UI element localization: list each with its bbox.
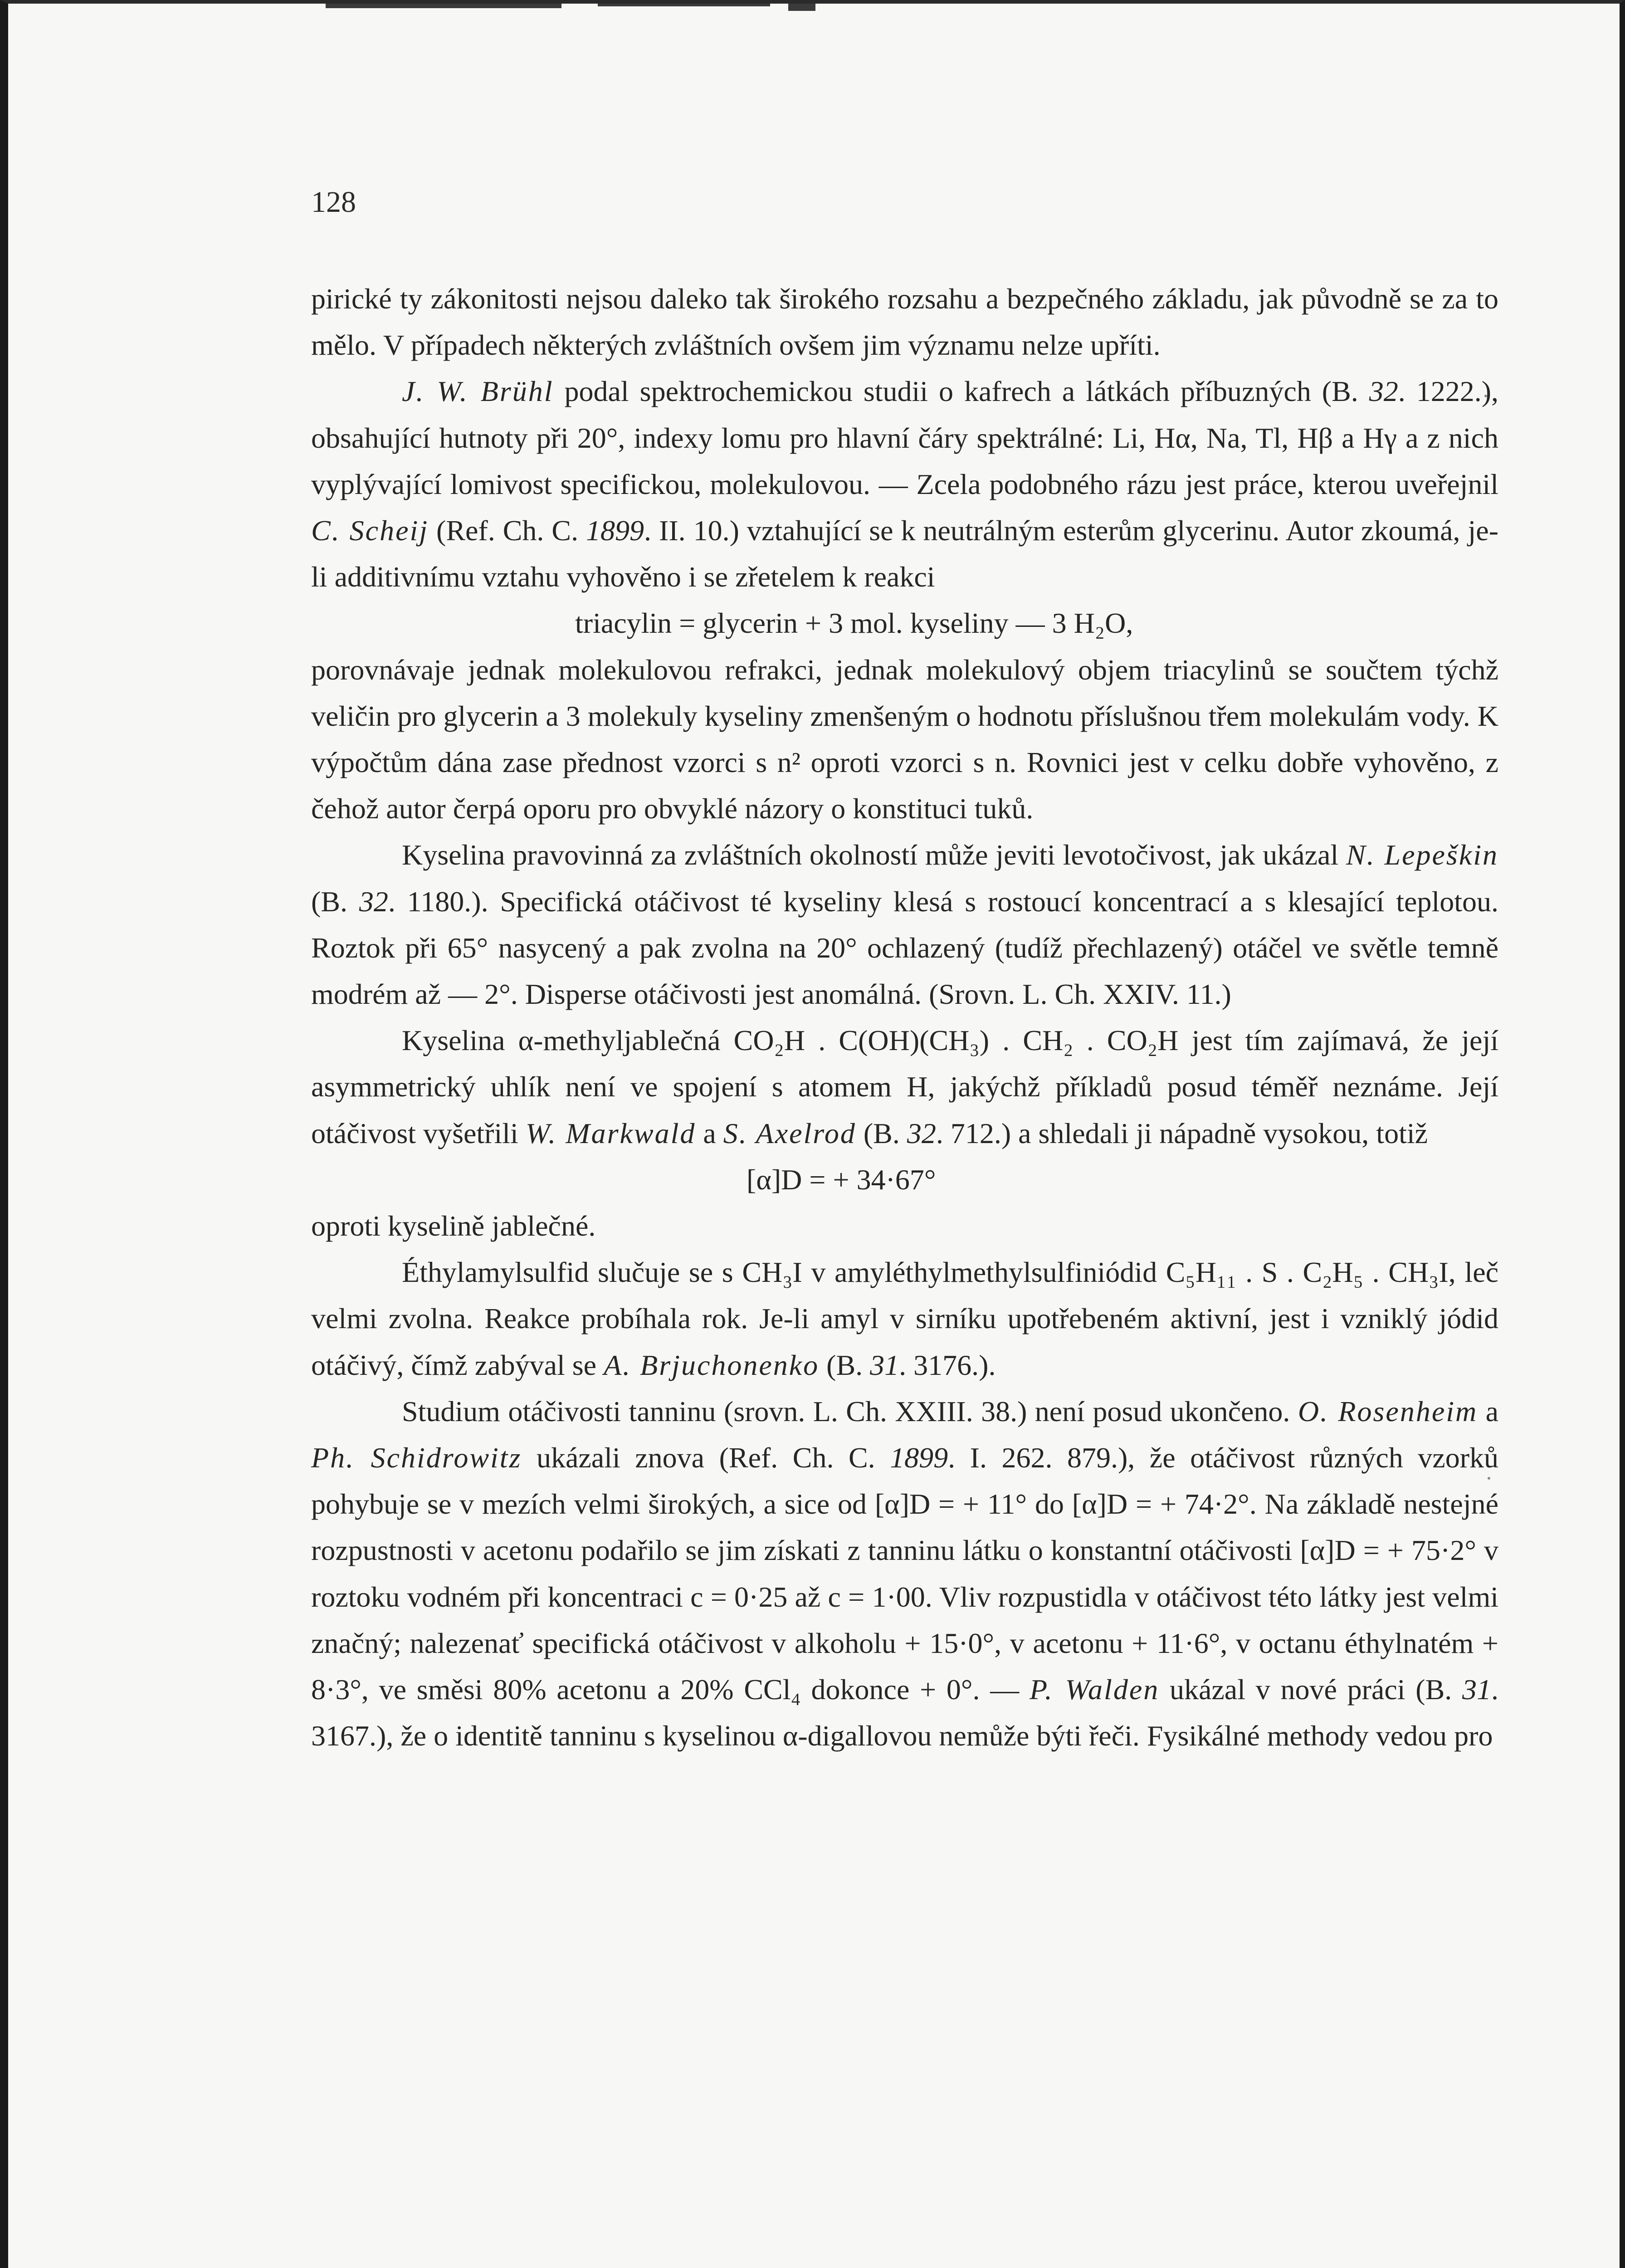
paragraph <box>311 368 1498 600</box>
text-run: porovnávaje jednak molekulovou refrakci, jednak molekulový objem triacylinů se součtem týchž veličin pro glycerin a 3 molekuly kyseliny zmenšeným o hodnotu příslušnou třem molekulám vody. K výpočtům dána zase přednost vzorci s n² oproti vzorci s n. Rovnici jest v celku dobře vyhověno, z čehož autor čerpá oporu pro obvyklé názory o konstituci tuků. <box>311 653 1498 825</box>
text-run: (B. <box>856 1117 907 1149</box>
page-number: 128 <box>311 186 356 219</box>
text-run: Kyselina α-methyljablečná CO₂H . C(OH)(CH₃) . CH₂ . CO₂H jest tím zajímavá, že její asymmetrický uhlík není ve spojení s atomem H, jakýchž příkladů posud téměř neznáme. Její otáčivost vyšetřili <box>311 1024 1498 1149</box>
paragraph <box>311 647 1498 832</box>
text-run: (B. <box>819 1349 870 1381</box>
text-run: a <box>1478 1395 1499 1427</box>
text-run: a <box>696 1117 723 1149</box>
volume-number: 1899 <box>890 1442 948 1474</box>
scan-edge-artifact <box>598 4 770 6</box>
paragraph <box>311 1203 1498 1249</box>
paragraph <box>311 832 1498 1017</box>
formula-line <box>311 1157 1498 1203</box>
text-run: (B. <box>311 885 359 918</box>
volume-number: 32 <box>1369 375 1398 408</box>
author-name: J. W. Brühl <box>402 375 554 408</box>
volume-number: 32 <box>907 1117 936 1149</box>
text-run: ukázali znova (Ref. Ch. C. <box>522 1442 890 1474</box>
author-name: P. Walden <box>1030 1673 1160 1706</box>
paragraph <box>311 1017 1498 1157</box>
text-run: . 1222.), obsahující hutnoty při 20°, indexy lomu pro hlavní čáry spektrálné: Li, Hα, Na, Tl, Hβ a Hγ a z nich vyplývající lomivost specifickou, molekulovou. — Zcela podobného rázu jest práce, kterou uveřejnil <box>311 375 1499 500</box>
text-run: triacylin = glycerin + 3 mol. kyseliny — 3 H₂O, <box>575 607 1133 640</box>
formula-line <box>311 600 1498 646</box>
text-run: . 712.) a shledali ji nápadně vysokou, totiž <box>936 1117 1428 1149</box>
volume-number: 1899 <box>586 514 644 547</box>
author-name: C. Scheij <box>311 514 429 547</box>
text-run: Éthylamylsulfid slučuje se s CH₃I v amyléthylmethylsulfiniódid C₅H₁₁ . S . C₂H₅ . CH₃I, leč velmi zvolna. Reakce probíhala rok. Je-li amyl v sirníku upotřebeném aktivní, jest i vzniklý jódid otáčivý, čímž zabýval se <box>311 1256 1498 1381</box>
text-run: . 3176.). <box>899 1349 996 1381</box>
text-run: Kyselina pravovinná za zvláštních okolností může jeviti levotočivost, jak ukázal <box>402 839 1347 871</box>
text-run: ukázal v nové práci (B. <box>1159 1673 1463 1706</box>
text-run: podal spektrochemickou studii o kafrech a látkách příbuzných (B. <box>553 375 1369 408</box>
scan-edge-artifact <box>788 4 815 11</box>
text-run: (Ref. Ch. C. <box>429 514 586 547</box>
author-name: O. Rosenheim <box>1298 1395 1478 1427</box>
author-name: W. Markwald <box>525 1117 696 1149</box>
author-name: Ph. Schidrowitz <box>311 1442 522 1474</box>
paragraph <box>311 276 1498 368</box>
text-run: . 1180.). Specifická otáčivost té kyseliny klesá s rostoucí koncentrací a s klesající teplotou. Roztok při 65° nasycený a pak zvolna na 20° ochlazený (tudíž přechlazený) otáčel ve světle temně modrém až — 2°. Disperse otáčivosti jest anomálná. (Srovn. L. Ch. XXIV. 11.) <box>311 885 1499 1011</box>
body-text <box>311 276 1498 1760</box>
volume-number: 32 <box>359 885 388 918</box>
text-run: oproti kyselině jablečné. <box>311 1210 596 1242</box>
paragraph <box>311 1388 1498 1760</box>
text-run: pirické ty zákonitosti nejsou daleko tak širokého rozsahu a bezpečného základu, jak původně se za to mělo. V případech některých zvláštních ovšem jim významu nelze upříti. <box>311 283 1498 362</box>
text-run: Studium otáčivosti tanninu (srovn. L. Ch. XXIII. 38.) není posud ukončeno. <box>402 1395 1298 1427</box>
author-name: S. Axelrod <box>723 1117 856 1149</box>
volume-number: 31 <box>1462 1673 1492 1706</box>
author-name: A. Brjuchonenko <box>604 1349 820 1381</box>
text-run: . II. 10.) vztahující se k neutrálným esterům glycerinu. Autor zkoumá, je-li additivnímu vztahu vyhověno i se zřetelem k reakci <box>311 514 1499 593</box>
text-run: . 3167.), že o identitě tanninu s kyselinou α-digallovou nemůže býti řeči. Fysikálné methody vedou pro <box>311 1673 1499 1752</box>
text-run: . I. 262. 879.), že otáčivost různých vzorků pohybuje se v mezích velmi širokých, a sice od [α]D = + 11° do [α]D = + 74·2°. Na základě nestejné rozpustnosti v acetonu podařilo se jim získati z tanninu látku o konstantní otáčivosti [α]D = + 75·2° v roztoku vodném při koncentraci c = 0·25 až c = 1·00. Vliv rozpustidla v otáčivost této látky jest velmi značný; nalezenať specifická otáčivost v alkoholu + 15·0°, v acetonu + 11·6°, v octanu éthylnatém + 8·3°, ve směsi 80% acetonu a 20% CCl₄ dokonce + 0°. — <box>311 1442 1498 1706</box>
text-run: [α]D = + 34·67° <box>747 1163 936 1196</box>
author-name: N. Lepeškin <box>1346 839 1499 871</box>
volume-number: 31 <box>870 1349 899 1381</box>
paragraph <box>311 1249 1498 1388</box>
scan-edge-artifact <box>326 4 561 8</box>
